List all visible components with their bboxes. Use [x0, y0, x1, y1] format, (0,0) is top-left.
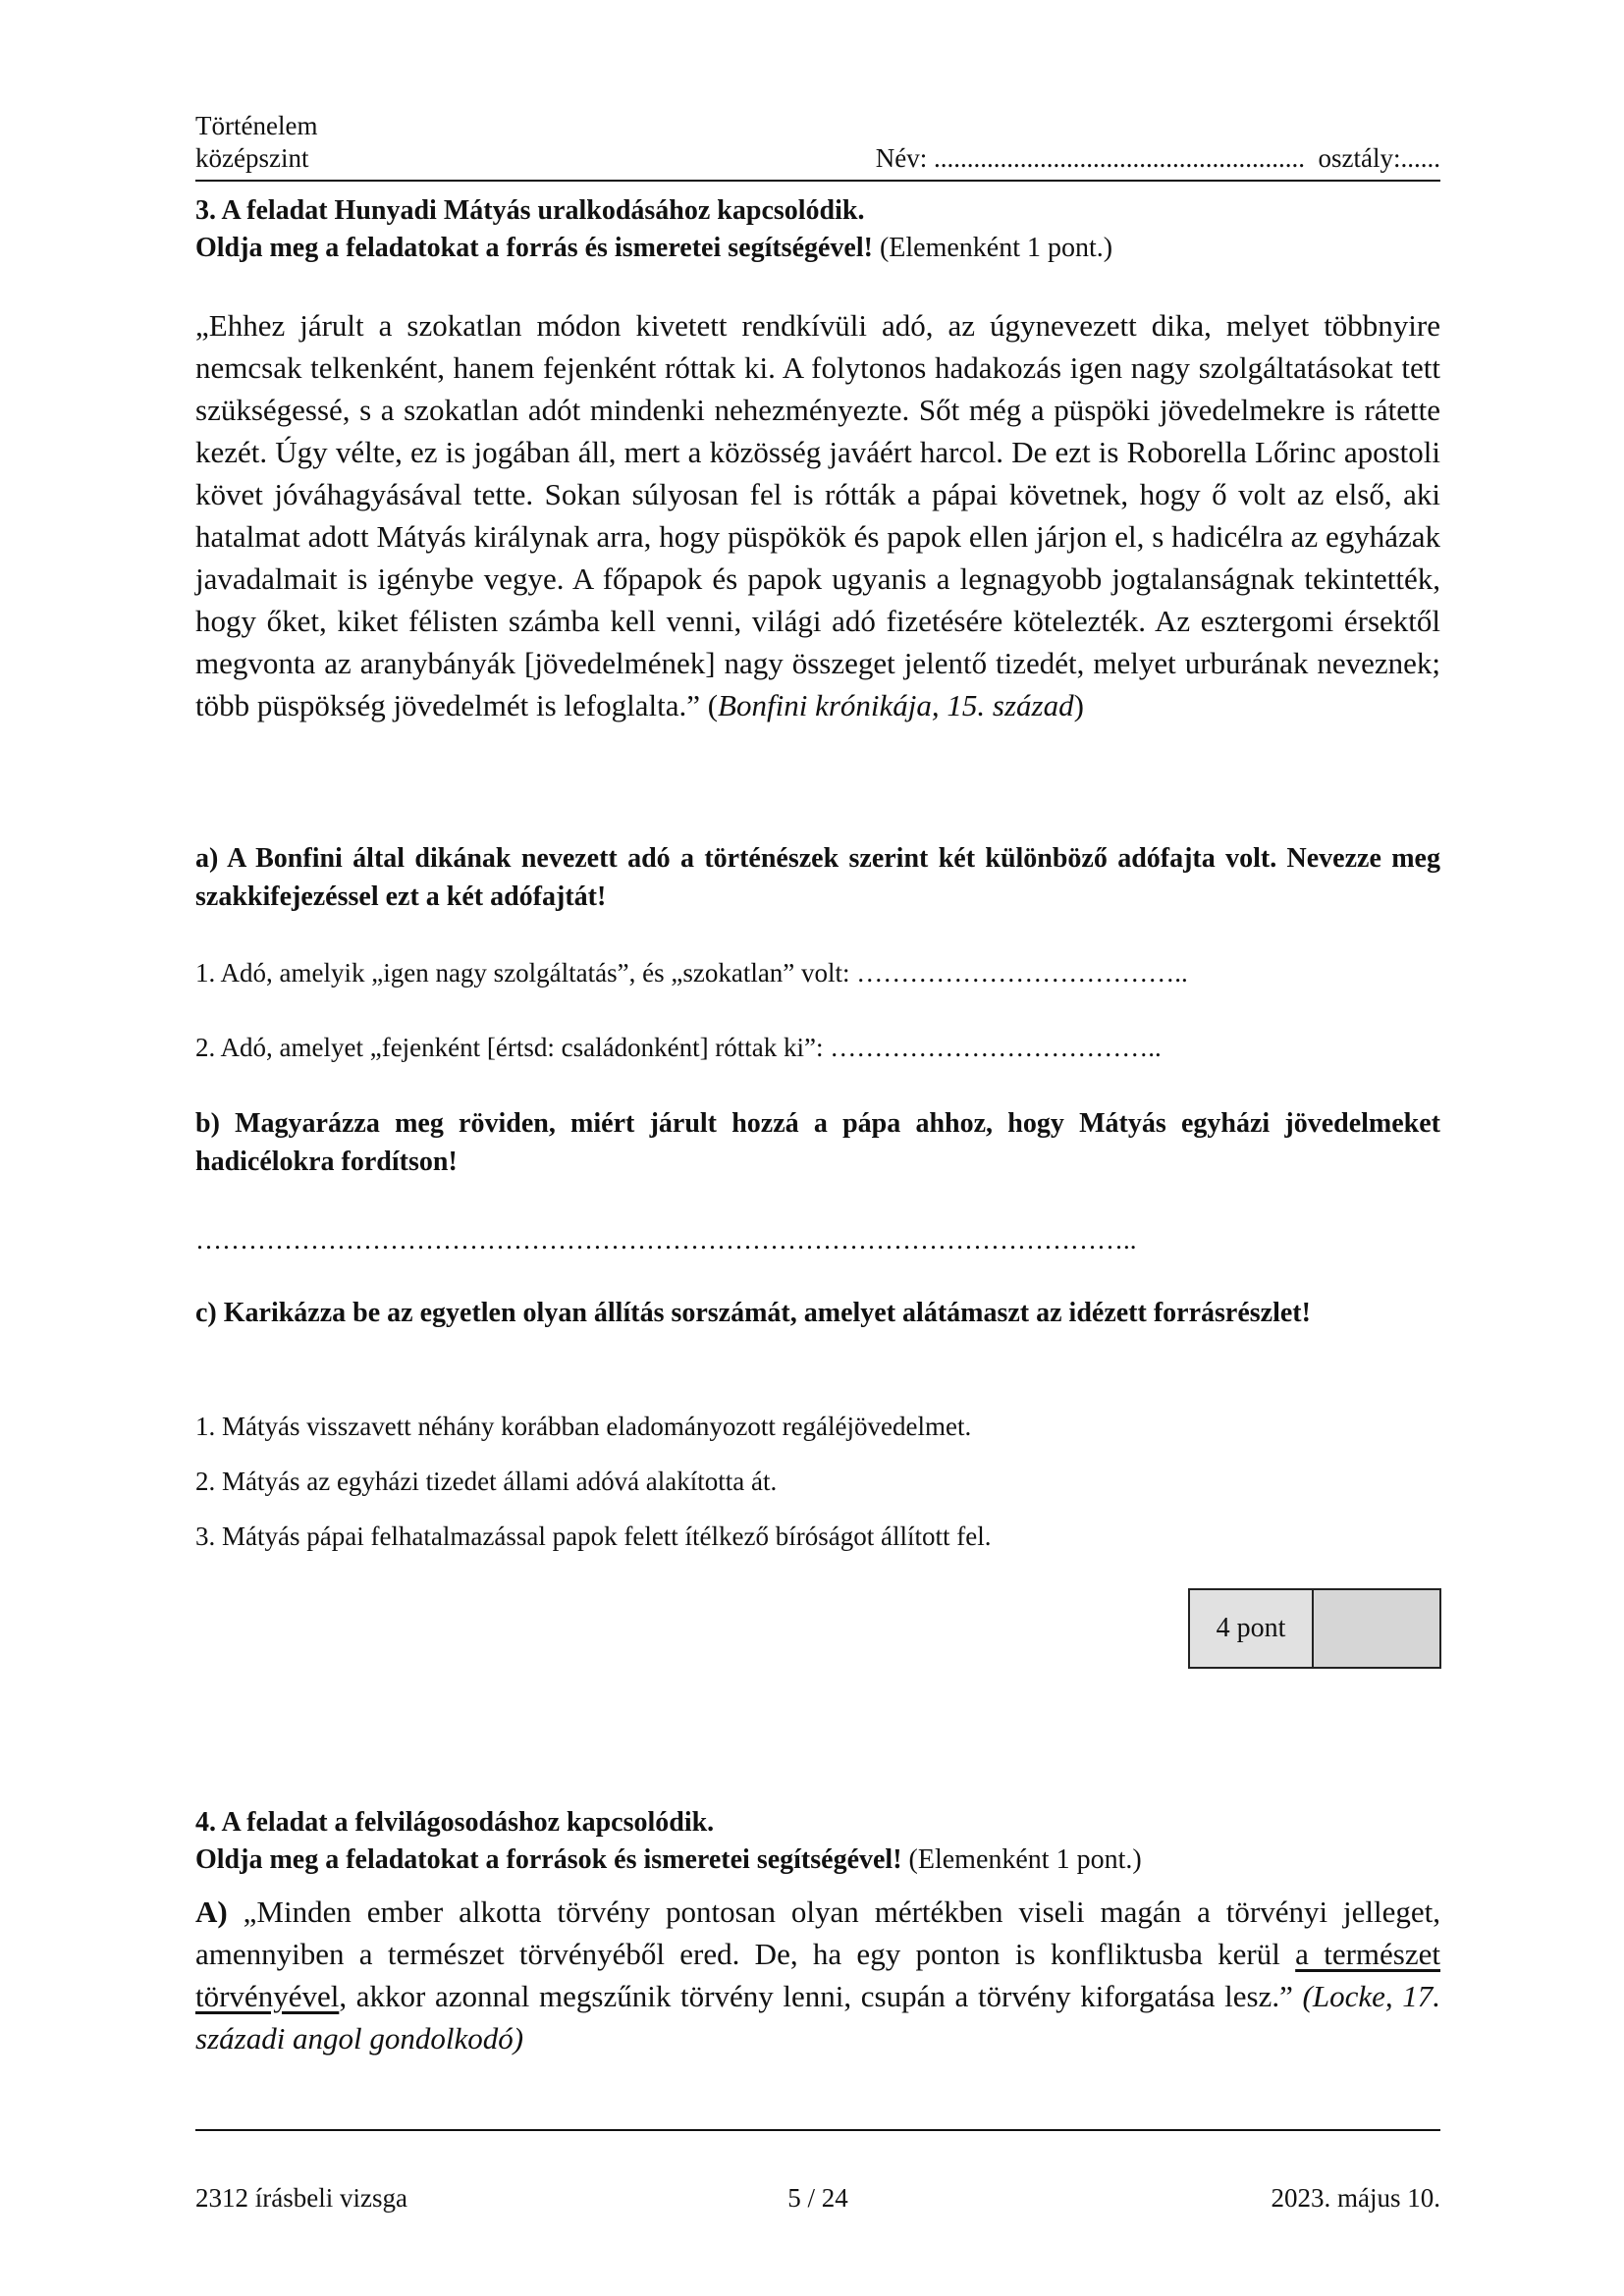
task3-title: 3. A feladat Hunyadi Mátyás uralkodásához kapcsolódik. — [195, 195, 865, 226]
task4-source-underlined: a természet törvényével — [195, 1937, 1440, 2013]
task4-source-text-2: , akkor azonnal megszűnik törvény lenni, csupán a törvény kiforgatása lesz.” — [339, 1979, 1293, 2013]
subject-line-1: Történelem — [195, 111, 318, 140]
task4-heading — [195, 1804, 1440, 1879]
task4-title: 4. A feladat a felvilágosodáshoz kapcsolódik. — [195, 1807, 715, 1838]
exam-page — [195, 0, 1440, 2296]
task3-question-b: b) Magyarázza meg röviden, miért járult hozzá a pápa ahhoz, hogy Mátyás egyházi jövedelmeket hadicélokra fordítson! — [195, 1108, 1440, 1177]
points-label: 4 pont — [1190, 1590, 1314, 1667]
task3-option-1[interactable]: 1. Mátyás visszavett néhány korábban eladományozott regáléjövedelmet. — [195, 1412, 972, 1441]
task3-answer-a2[interactable]: 2. Adó, amelyet „fejenként [értsd: családonként] róttak ki”: ……………………………….. — [195, 1033, 1162, 1062]
task3-source-quote: „Ehhez járult a szokatlan módon kivetett rendkívüli adó, az úgynevezett dika, melyet többnyire nemcsak telkenként, hanem fejenként róttak ki. A folytonos hadakozás igen nagy szolgáltatásokat tett szükségessé, s a szokatlan adót mindenki nehezményezte. Sőt még a püspöki jövedelmekre is rátette kezét. Úgy vélte, ez is jogában áll, mert a közösség javáért harcol. De ezt is Roborella Lőrinc apostoli követ jóváhagyásával tette. Sokan súlyosan fel is rótták a pápai követnek, hogy ő volt az első, aki hatalmat adott Mátyás királynak arra, hogy püspökök és papok ellen járjon el, s hadicélra az egyházak javadalmait is igénybe vegye. A főpapok és papok ugyanis a legnagyobb jogtalanságnak tekintették, hogy őket, kiket félisten számba kell venni, világi adó fizetésére kötelezték. Az esztergomi érsektől megvonta az aranybányák [jövedelmének] nagy összeget jelentő tizedét, melyet urburának neveznek; több püspökség jövedelmét is lefoglalta.” (Bonfini krónikája, 15. század) — [195, 308, 1440, 722]
task3-instruction: Oldja meg a feladatokat a forrás és ismeretei segítségével! (Elemenként 1 pont.) — [195, 233, 1113, 263]
task3-source-citation: Bonfini krónikája, 15. század — [718, 688, 1074, 722]
page-number: 5 / 24 — [787, 2183, 848, 2213]
header-divider — [195, 180, 1440, 182]
task3-answer-b[interactable]: …………………………………………………………………………………………….. — [195, 1225, 1137, 1255]
task3-question-c: c) Karikázza be az egyetlen olyan állítás sorszámát, amelyet alátámaszt az idézett forrásrészlet! — [195, 1298, 1311, 1328]
footer-divider — [195, 2129, 1440, 2131]
task3-points-box — [1188, 1588, 1441, 1669]
page-header — [195, 110, 1440, 179]
subject-line-2: középszint — [195, 143, 309, 173]
task4-source-label: A) — [195, 1895, 228, 1929]
task4-source-quote — [195, 1891, 1440, 2059]
task3-source-text: „Ehhez járult a szokatlan módon kivetett rendkívüli adó, az úgynevezett dika, melyet többnyire nemcsak telkenként, hanem fejenként róttak ki. A folytonos hadakozás igen nagy szolgáltatásokat tett szükségessé, s a szokatlan adót mindenki nehezményezte. Sőt még a püspöki jövedelmekre is rátette kezét. Úgy vélte, ez is jogában áll, mert a közösség javáért harcol. De ezt is Roborella Lőrinc apostoli követ jóváhagyásával tette. Sokan súlyosan fel is rótták a pápai követnek, hogy ő volt az első, aki hatalmat adott Mátyás királynak arra, hogy püspökök és papok ellen járjon el, s hadicélra az egyházak javadalmait is igénybe vegye. A főpapok és papok ugyanis a legnagyobb jogtalanságnak tekintették, hogy őket, kiket félisten számba kell venni, világi adó fizetésére kötelezték. Az esztergomi érsektől megvonta az aranybányák [jövedelmének] nagy összeget jelentő tizedét, melyet urburának neveznek; több püspökség jövedelmét is lefoglalta.” — [195, 308, 1440, 722]
task3-answer-a1[interactable]: 1. Adó, amelyik „igen nagy szolgáltatás”, és „szokatlan” volt: ……………………………….. — [195, 958, 1188, 988]
exam-date: 2023. május 10. — [1271, 2183, 1440, 2213]
exam-code: 2312 írásbeli vizsga — [195, 2183, 407, 2213]
points-score-field[interactable] — [1314, 1590, 1439, 1667]
task4-source-text-1: „Minden ember alkotta törvény pontosan olyan mértékben viseli magán a törvényi jelleget, amennyiben a természet törvényéből ered. De, ha egy ponton is konfliktusba kerül — [195, 1895, 1440, 1971]
task3-option-3[interactable]: 3. Mátyás pápai felhatalmazással papok felett ítélkező bíróságot állított fel. — [195, 1522, 992, 1551]
task3-heading — [195, 192, 1440, 267]
task3-question-a: a) A Bonfini által dikának nevezett adó a történészek szerint két különböző adófajta volt. Nevezze meg szakkifejezéssel ezt a két adófajtát! — [195, 843, 1440, 912]
task4-instruction: Oldja meg a feladatokat a források és ismeretei segítségével! (Elemenként 1 pont.) — [195, 1844, 1142, 1875]
task3-option-2[interactable]: 2. Mátyás az egyházi tizedet állami adóvá alakította át. — [195, 1467, 778, 1496]
task4-source-citation: (Locke, 17. századi angol gondolkodó) — [195, 1979, 1441, 2056]
name-class-field[interactable]: Név: ........................................................ osztály:...... — [875, 143, 1440, 173]
subject-label — [195, 110, 317, 175]
